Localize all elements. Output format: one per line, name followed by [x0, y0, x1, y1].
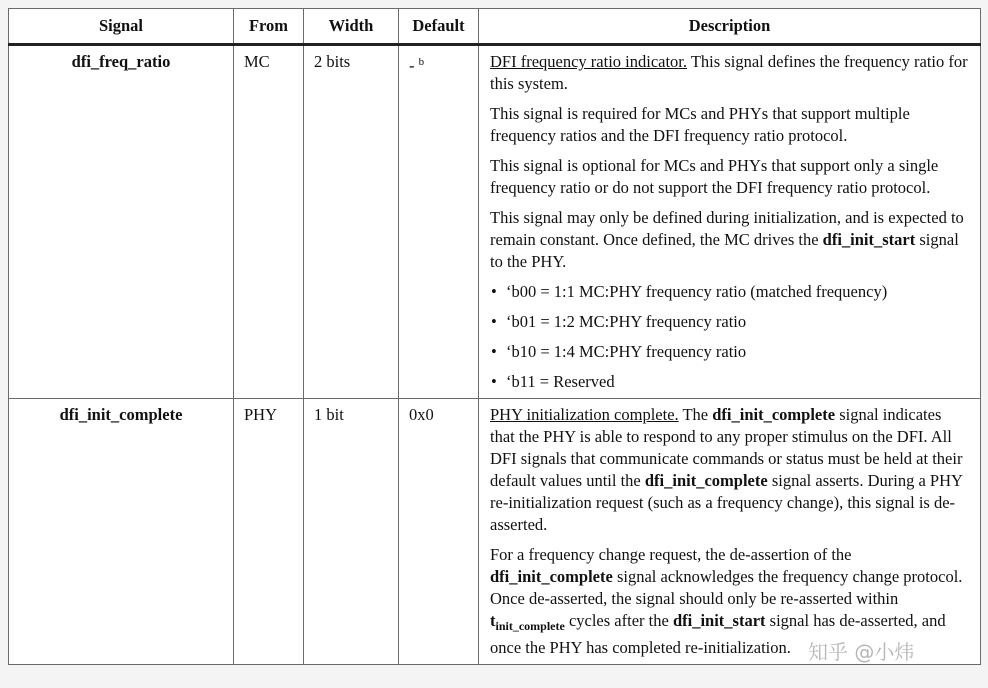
desc-text: The — [678, 405, 713, 424]
cell-from: PHY — [234, 399, 304, 665]
list-item-text: ‘b10 = 1:4 MC:PHY frequency ratio — [506, 342, 747, 361]
cell-from: MC — [234, 45, 304, 399]
desc-heading: DFI frequency ratio indicator. — [490, 52, 688, 71]
header-row — [9, 9, 981, 45]
default-dash: - — [409, 56, 415, 75]
signal-ref: dfi_init_complete — [712, 405, 836, 424]
desc-text: cycles after the — [564, 611, 673, 630]
cell-description — [479, 45, 981, 399]
cell-signal: dfi_freq_ratio — [9, 45, 234, 399]
desc-paragraph — [490, 404, 970, 536]
timing-t: t — [490, 611, 496, 630]
signal-ref: dfi_init_complete — [644, 471, 768, 490]
signal-ref: dfi_init_start — [822, 230, 916, 249]
header-signal: Signal — [9, 9, 234, 45]
ratio-list — [490, 281, 970, 393]
bullet-icon: • — [491, 342, 497, 361]
desc-heading: PHY initialization complete. — [490, 405, 679, 424]
timing-sub: init_complete — [495, 619, 565, 633]
cell-description — [479, 399, 981, 665]
cell-default: 0x0 — [399, 399, 479, 665]
header-width: Width — [304, 9, 399, 45]
list-item-text: ‘b11 = Reserved — [506, 372, 615, 391]
desc-text: signal asserts. During a PHY re-initialization request (such as a frequency change), this signal is de-asserted. — [490, 471, 963, 534]
desc-text: signal has de-asserted, and once the PHY has completed re-initialization. — [490, 611, 946, 657]
desc-text: For a frequency change request, the de-assertion of the — [490, 545, 852, 564]
list-item — [490, 371, 970, 393]
signal-ref: dfi_init_start — [672, 611, 766, 630]
timing-param — [490, 611, 565, 633]
list-item-text: ‘b01 = 1:2 MC:PHY frequency ratio — [506, 312, 747, 331]
cell-default — [399, 45, 479, 399]
header-from: From — [234, 9, 304, 45]
list-item — [490, 341, 970, 363]
table-row — [9, 399, 981, 665]
list-item — [490, 311, 970, 333]
bullet-icon: • — [491, 282, 497, 301]
table-row — [9, 45, 981, 399]
signal-table — [8, 8, 981, 665]
desc-paragraph: This signal is optional for MCs and PHYs that support only a single frequency ratio or do not support the DFI frequency ratio protocol. — [490, 156, 939, 197]
desc-text: signal to the PHY. — [490, 230, 959, 271]
list-item — [490, 281, 970, 303]
desc-text: signal indicates that the PHY is able to respond to any proper stimulus on the DFI. All DFI signals that communicate commands or status must be held at their default values until the — [490, 405, 963, 490]
desc-paragraph — [490, 51, 970, 95]
desc-text: This signal may only be defined during initialization, and is expected to remain constant. Once defined, the MC drives the — [490, 208, 964, 249]
bullet-icon: • — [491, 312, 497, 331]
footnote-b: b — [418, 56, 425, 68]
watermark: 知乎 @小炜 — [808, 640, 915, 664]
header-description: Description — [479, 9, 981, 45]
desc-text: This signal defines the frequency ratio for this system. — [490, 52, 968, 93]
bullet-icon: • — [491, 372, 497, 391]
cell-width: 1 bit — [304, 399, 399, 665]
signal-ref: dfi_init_complete — [490, 567, 613, 586]
list-item-text: ‘b00 = 1:1 MC:PHY frequency ratio (matched frequency) — [506, 282, 888, 301]
cell-width: 2 bits — [304, 45, 399, 399]
desc-paragraph: This signal is required for MCs and PHYs that support multiple frequency ratios and the DFI frequency ratio protocol. — [490, 104, 910, 145]
cell-signal: dfi_init_complete — [9, 399, 234, 665]
desc-text: signal acknowledges the frequency change protocol. Once de-asserted, the signal should only be re-asserted within — [490, 567, 963, 608]
desc-paragraph — [490, 207, 970, 273]
header-default: Default — [399, 9, 479, 45]
